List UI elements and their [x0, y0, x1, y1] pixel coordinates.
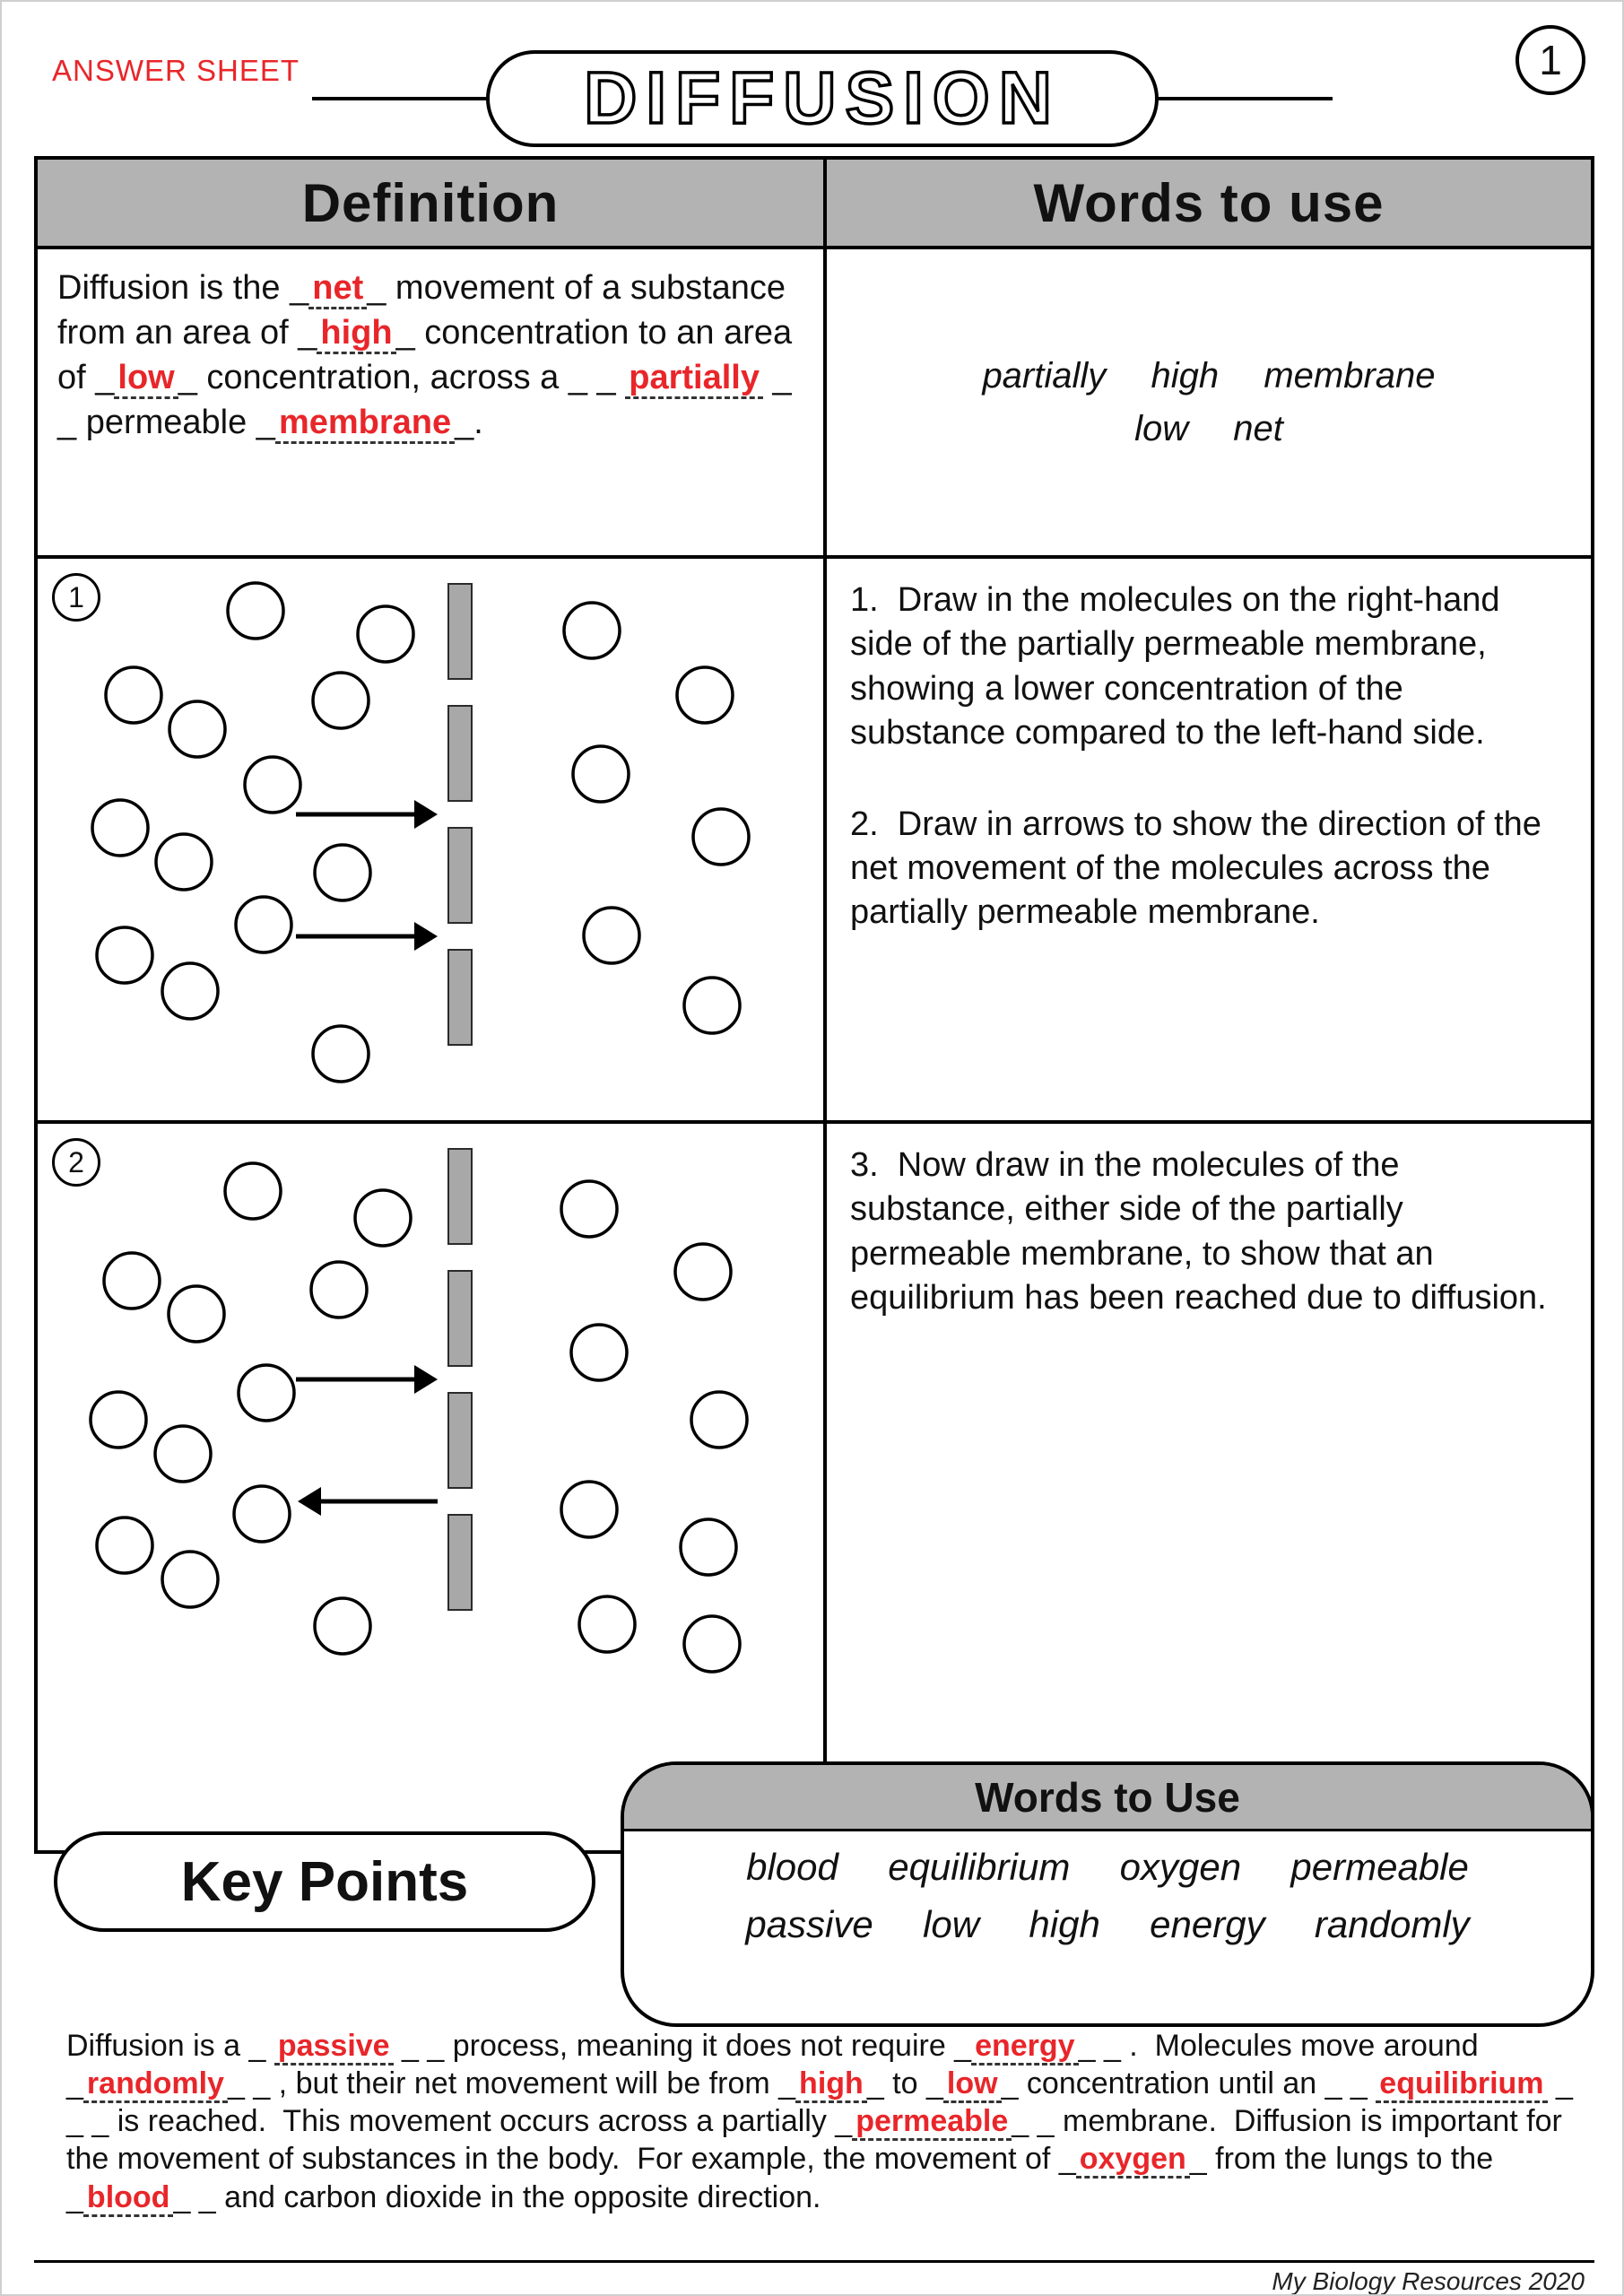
molecule: [92, 800, 148, 856]
diffusion-diagram-after: [38, 1124, 823, 1680]
instruction-item: 1. Draw in the molecules on the right-hand side of the partially permeable membrane, showing a lower concentration of the substance compared to the left-hand side.: [850, 581, 1510, 752]
title-banner: [486, 50, 1159, 147]
definition-column-header: Definition: [38, 160, 827, 249]
molecule: [684, 1616, 740, 1672]
words-line: partially high membrane: [982, 355, 1436, 396]
molecule: [691, 1392, 747, 1448]
membrane-segment: [448, 706, 472, 801]
text-segment: _ _ . Molecules move around _: [66, 2029, 1488, 2101]
key-points-text: [66, 2027, 1596, 2216]
words-line: passive low high energy randomly: [745, 1903, 1470, 1945]
words-line: blood equilibrium oxygen permeable: [746, 1846, 1469, 1888]
answer-word: equilibrium: [1376, 2066, 1547, 2103]
membrane-segment: [448, 584, 472, 679]
text-segment: _ concentration, across a _ _: [178, 359, 626, 397]
task-instructions-1: [827, 559, 1591, 1124]
membrane-segment: [448, 950, 472, 1045]
diagram-number-badge: 2: [52, 1138, 100, 1187]
molecule: [313, 673, 369, 728]
definition-table: [34, 156, 1594, 1854]
membrane-segment: [448, 828, 472, 923]
definition-text: [57, 265, 803, 446]
words-to-use-title: Words to Use: [624, 1765, 1591, 1831]
molecule: [228, 583, 283, 639]
text-segment: _ concentration until an _ _: [1001, 2066, 1376, 2101]
molecule: [677, 667, 733, 723]
molecule: [169, 1286, 224, 1342]
text-segment: _ _ membrane. Diffusion is important for the movement of substances in the body. For example, the movement of _: [66, 2104, 1571, 2177]
answer-word: high: [795, 2066, 867, 2103]
molecule: [693, 809, 749, 865]
molecule: [239, 1365, 294, 1421]
molecule: [97, 1518, 152, 1573]
diffusion-diagram-before: [38, 559, 823, 1115]
answer-word: partially: [625, 359, 763, 399]
answer-word: membrane: [275, 404, 455, 444]
molecule: [169, 701, 225, 757]
molecule: [584, 908, 639, 963]
molecule: [564, 603, 620, 658]
text-segment: _ _ process, meaning it does not require _: [393, 2029, 972, 2063]
words-line: low net: [1134, 408, 1283, 448]
molecule: [156, 834, 212, 890]
molecule: [358, 606, 413, 662]
diagram-after-cell: [38, 1124, 827, 1850]
text-segment: _ _ _ is reached. This movement occurs across a partially _: [66, 2066, 1582, 2139]
arrow-head-icon: [414, 1365, 438, 1394]
arrow-head-icon: [414, 800, 438, 829]
molecule: [97, 927, 152, 983]
answer-word: passive: [274, 2029, 394, 2066]
answer-word: randomly: [83, 2066, 228, 2103]
molecule: [561, 1482, 617, 1537]
diagram-before-cell: [38, 559, 827, 1124]
title-banner-line-left: [312, 97, 488, 100]
molecule: [155, 1426, 211, 1482]
text-segment: _ concentration to an area of _: [57, 314, 802, 397]
footer-divider: [34, 2260, 1594, 2263]
answer-sheet-label: ANSWER SHEET: [52, 54, 300, 87]
molecule: [245, 757, 300, 813]
molecule: [561, 1181, 617, 1237]
molecule: [236, 897, 291, 952]
molecule: [315, 845, 370, 900]
molecule: [313, 1026, 369, 1082]
molecule: [225, 1163, 281, 1219]
molecule: [162, 963, 218, 1019]
membrane-segment: [448, 1515, 472, 1610]
text-segment: _ movement of a substance from an area of _: [57, 269, 795, 352]
molecule: [315, 1598, 370, 1654]
words-to-use-box: [621, 1761, 1594, 2027]
instruction-item: 3. Now draw in the molecules of the substance, either side of the partially permeable membrane, to show that an equilibrium has been reached due to diffusion.: [850, 1146, 1547, 1318]
answer-word: energy: [971, 2029, 1079, 2066]
title-banner-line-right: [1157, 97, 1333, 100]
molecule: [234, 1486, 290, 1542]
text-segment: _ from the lungs to the _: [66, 2142, 1502, 2214]
molecule: [91, 1392, 146, 1448]
definition-cell: [38, 249, 827, 559]
answer-word: blood: [83, 2180, 174, 2217]
credit-text: My Biology Resources 2020: [1272, 2267, 1585, 2295]
molecule: [104, 1253, 160, 1309]
words-to-use-words: [624, 1831, 1591, 1946]
molecule: [684, 978, 740, 1033]
text-segment: _.: [455, 404, 483, 442]
molecule: [579, 1596, 635, 1652]
answer-word: oxygen: [1076, 2142, 1190, 2179]
task-instructions-2: [827, 1124, 1591, 1850]
membrane-segment: [448, 1393, 472, 1488]
answer-word: net: [308, 269, 367, 309]
text-segment: _ _ , but their net movement will be from _: [227, 2066, 796, 2101]
answer-word: low: [943, 2066, 1002, 2103]
text-segment: _ _ permeable _: [57, 359, 802, 442]
text-segment: _ _ and carbon dioxide in the opposite direction.: [173, 2179, 821, 2214]
molecule: [311, 1262, 367, 1318]
page-title: DIFFUSION: [584, 57, 1061, 139]
molecule: [675, 1244, 731, 1300]
text-segment: Diffusion is the _: [57, 269, 309, 307]
molecule: [355, 1190, 411, 1246]
page-number-badge: 1: [1515, 25, 1585, 95]
membrane-segment: [448, 1149, 472, 1244]
words-column-header: Words to use: [827, 160, 1591, 249]
answer-word: high: [317, 314, 395, 354]
text-segment: Diffusion is a _: [66, 2029, 274, 2063]
definition-words-cell: [827, 249, 1591, 559]
answer-word: permeable: [852, 2104, 1012, 2141]
text-segment: _ to _: [866, 2066, 943, 2101]
arrow-head-icon: [298, 1487, 321, 1516]
answer-word: low: [114, 359, 178, 399]
molecule: [106, 667, 161, 723]
molecule: [162, 1552, 218, 1607]
arrow-head-icon: [414, 922, 438, 951]
instruction-item: 2. Draw in arrows to show the direction of the net movement of the molecules across the partially permeable membrane.: [850, 804, 1551, 932]
molecule: [573, 746, 629, 802]
membrane-segment: [448, 1271, 472, 1366]
diagram-number-badge: 1: [52, 573, 100, 622]
molecule: [571, 1325, 627, 1380]
molecule: [681, 1519, 736, 1575]
key-points-badge: Key Points: [54, 1831, 595, 1932]
